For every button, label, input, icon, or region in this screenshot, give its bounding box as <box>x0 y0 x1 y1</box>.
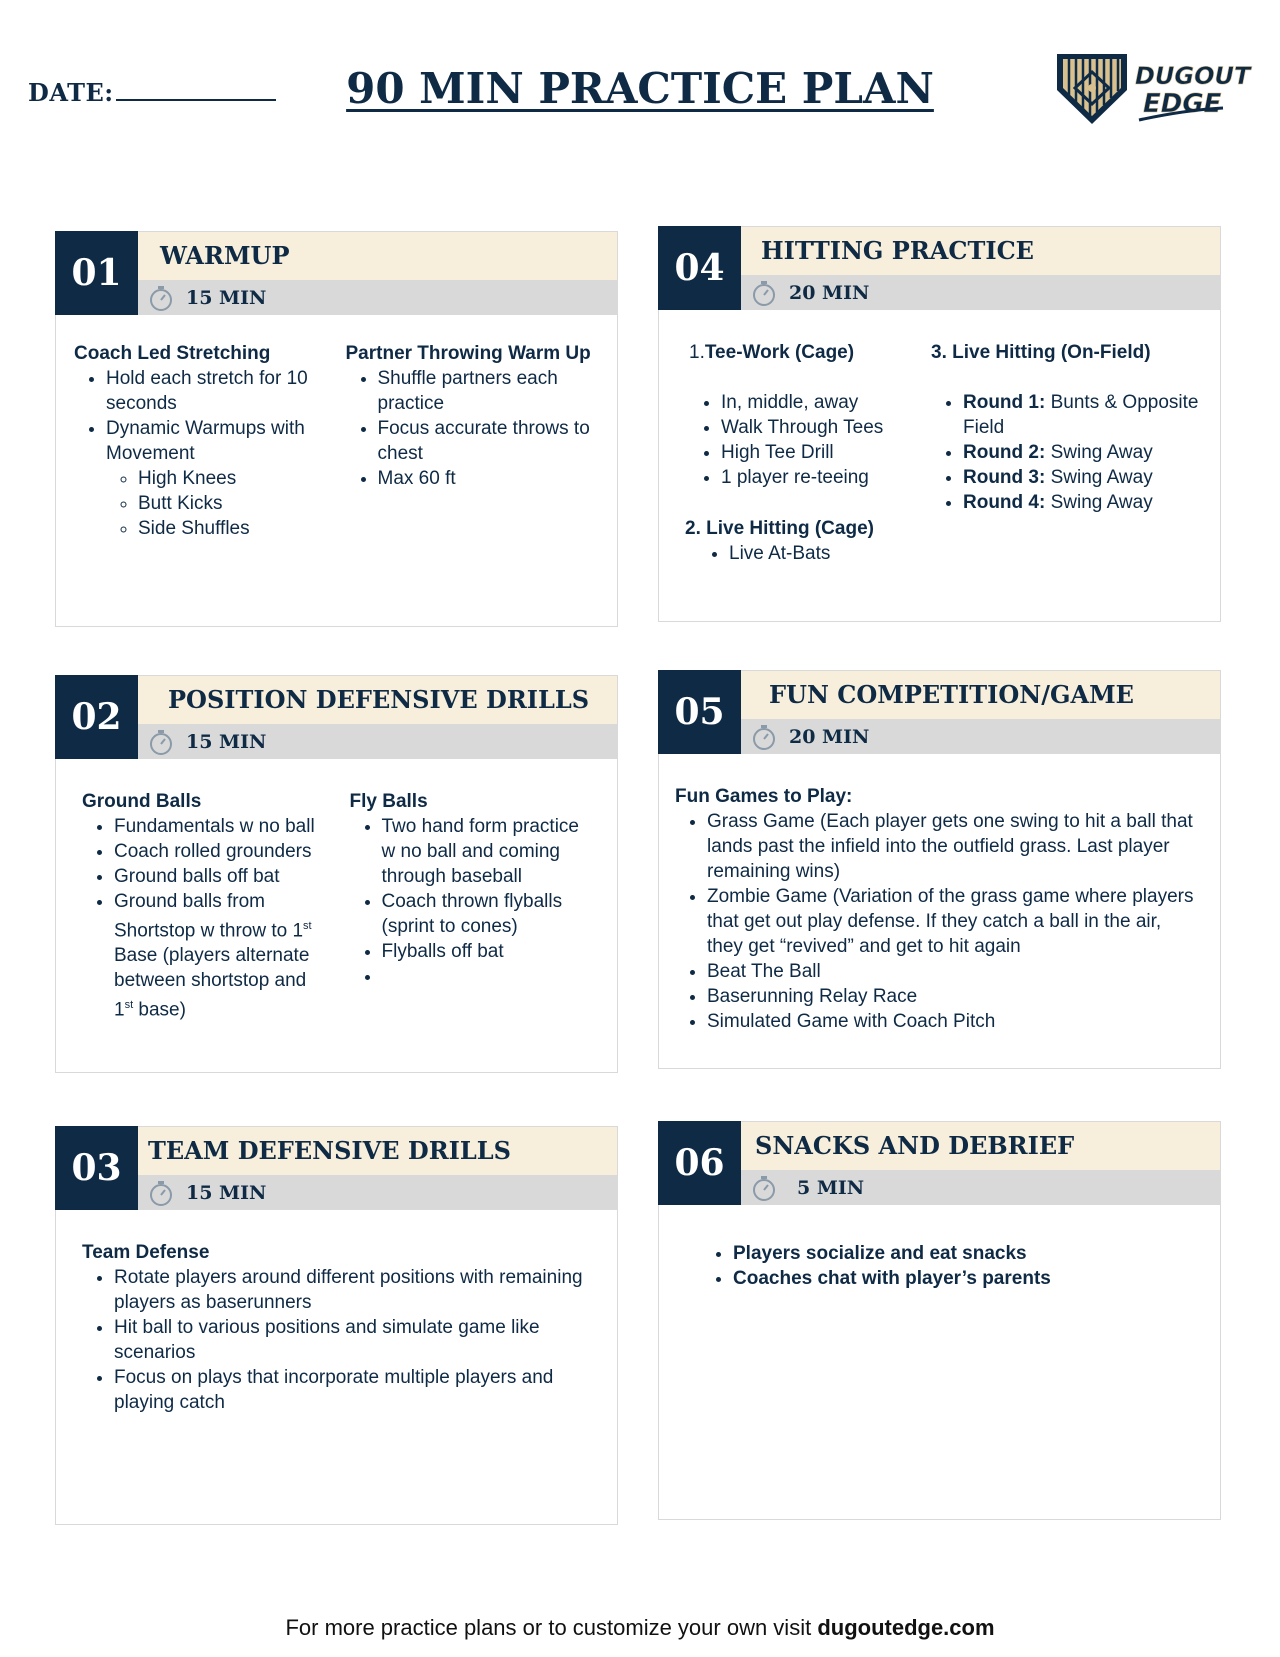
card-fun-competition <box>658 670 1221 1069</box>
text: base) <box>133 999 186 1021</box>
stopwatch-icon <box>751 280 777 306</box>
list-item <box>963 440 1200 465</box>
card-snacks-debrief <box>658 1121 1221 1520</box>
round-label: Round 1: <box>963 392 1046 413</box>
list-item: • Hit ball to various positions and simulate game like scenarios <box>114 1315 587 1365</box>
list-item <box>963 465 1200 490</box>
list-item: • Coach rolled grounders <box>114 839 330 864</box>
stopwatch-icon <box>148 285 174 311</box>
section-heading: 2. Live Hitting (Cage) <box>685 518 874 539</box>
card-warmup <box>55 231 618 627</box>
step-number: 02 <box>55 675 138 759</box>
round-text: Bunts & Opposite Field <box>963 392 1199 438</box>
round-label: Round 4: <box>963 492 1046 513</box>
list-item-empty <box>382 964 598 989</box>
section-heading: Fly Balls <box>349 791 428 812</box>
list-item: • In, middle, away <box>721 390 917 415</box>
list-item: • Fundamentals w no ball <box>114 814 330 839</box>
card-team-defensive-drills <box>55 1126 618 1525</box>
stopwatch-icon <box>148 729 174 755</box>
footer-text: For more practice plans or to customize your own visit <box>285 1615 818 1640</box>
list-item: • Coaches chat with player’s parents <box>733 1266 1200 1291</box>
superscript: st <box>303 920 312 932</box>
card-title: POSITION DEFENSIVE DRILLS <box>138 676 617 724</box>
section-heading: 3. Live Hitting (On-Field) <box>931 342 1151 363</box>
duration: 5 MIN <box>797 1176 865 1199</box>
section-number: 1. <box>689 342 705 363</box>
card-title: HITTING PRACTICE <box>741 227 1220 275</box>
list-item: • 1 player re-teeing <box>721 465 917 490</box>
list-item: • Grass Game (Each player gets one swing to hit a ball that lands past the infield into the outfield grass. Last player remaining wins) <box>707 809 1200 884</box>
stopwatch-icon <box>148 1180 174 1206</box>
duration: 20 MIN <box>789 725 870 748</box>
list-item: • Zombie Game (Variation of the grass game where players that get out play defense. If they catch a ball in the air, they get “revived” and get to hit again <box>707 884 1200 959</box>
list-item: • Focus accurate throws to chest <box>378 416 598 466</box>
section-heading: Team Defense <box>82 1242 210 1263</box>
section-heading <box>689 340 917 365</box>
duration: 15 MIN <box>186 1181 267 1204</box>
step-number: 06 <box>658 1121 741 1205</box>
list-item: • Beat The Ball <box>707 959 1200 984</box>
round-text: Swing Away <box>1045 442 1153 463</box>
list-item: • Shuffle partners each practice <box>378 366 598 416</box>
page-title: 90 MIN PRACTICE PLAN <box>346 64 934 113</box>
superscript: st <box>124 999 134 1012</box>
list-item: • Focus on plays that incorporate multiple players and playing catch <box>114 1365 587 1415</box>
list-item: • Rotate players around different positions with remaining players as baserunners <box>114 1265 587 1315</box>
card-hitting-practice <box>658 226 1221 622</box>
list-item: • Players socialize and eat snacks <box>733 1241 1200 1266</box>
date-label: DATE: <box>28 78 114 107</box>
card-title: WARMUP <box>138 232 617 280</box>
list-item: • Max 60 ft <box>378 466 598 491</box>
list-item <box>106 416 326 541</box>
round-label: Round 2: <box>963 442 1046 463</box>
step-number: 04 <box>658 226 741 310</box>
step-number: 03 <box>55 1126 138 1210</box>
round-text: Swing Away <box>1045 467 1153 488</box>
text: Ground balls from Shortstop w throw to 1 <box>114 891 304 942</box>
section-heading: Ground Balls <box>82 791 202 812</box>
list-item <box>963 490 1200 515</box>
list-item: • Live At-Bats <box>729 541 917 566</box>
list-item: • Two hand form practice w no ball and coming through baseball <box>382 814 598 889</box>
round-text: Swing Away <box>1045 492 1153 513</box>
section-heading: Partner Throwing Warm Up <box>345 343 591 364</box>
round-label: Round 3: <box>963 467 1046 488</box>
stopwatch-icon <box>751 724 777 750</box>
list-item: • Walk Through Tees <box>721 415 917 440</box>
section-heading: Coach Led Stretching <box>74 343 271 364</box>
footer <box>0 1615 1280 1641</box>
list-item: • Coach thrown flyballs (sprint to cones) <box>382 889 598 939</box>
card-title: SNACKS AND DEBRIEF <box>741 1122 1220 1170</box>
list-item: • Simulated Game with Coach Pitch <box>707 1009 1200 1034</box>
list-item-text: Dynamic Warmups with Movement <box>106 418 305 464</box>
list-item: • Flyballs off bat <box>382 939 598 964</box>
card-title: FUN COMPETITION/GAME <box>741 671 1220 719</box>
duration: 15 MIN <box>186 730 267 753</box>
card-title: TEAM DEFENSIVE DRILLS <box>138 1127 617 1175</box>
list-item: • High Tee Drill <box>721 440 917 465</box>
footer-link[interactable]: dugoutedge.com <box>817 1615 995 1640</box>
step-number: 05 <box>658 670 741 754</box>
list-item: • Ground balls off bat <box>114 864 330 889</box>
svg-text:EDGE: EDGE <box>1143 89 1222 119</box>
list-item <box>963 390 1200 440</box>
step-number: 01 <box>55 231 138 315</box>
svg-text:DUGOUT: DUGOUT <box>1135 62 1251 90</box>
sub-item: ◦ Butt Kicks <box>138 491 326 516</box>
duration: 20 MIN <box>789 281 870 304</box>
sub-item: ◦ High Knees <box>138 466 326 491</box>
list-item <box>114 889 330 1023</box>
dugout-edge-logo <box>1055 50 1251 126</box>
card-position-defensive-drills <box>55 675 618 1073</box>
stopwatch-icon <box>751 1175 777 1201</box>
list-item: • Hold each stretch for 10 seconds <box>106 366 326 416</box>
text: Base (players alternate between shortstop and 1 <box>114 945 310 1021</box>
sub-item: ◦ Side Shuffles <box>138 516 326 541</box>
section-heading: Fun Games to Play: <box>675 786 853 807</box>
list-item: • Baserunning Relay Race <box>707 984 1200 1009</box>
duration: 15 MIN <box>186 286 267 309</box>
section-title: Tee-Work (Cage) <box>704 342 855 363</box>
